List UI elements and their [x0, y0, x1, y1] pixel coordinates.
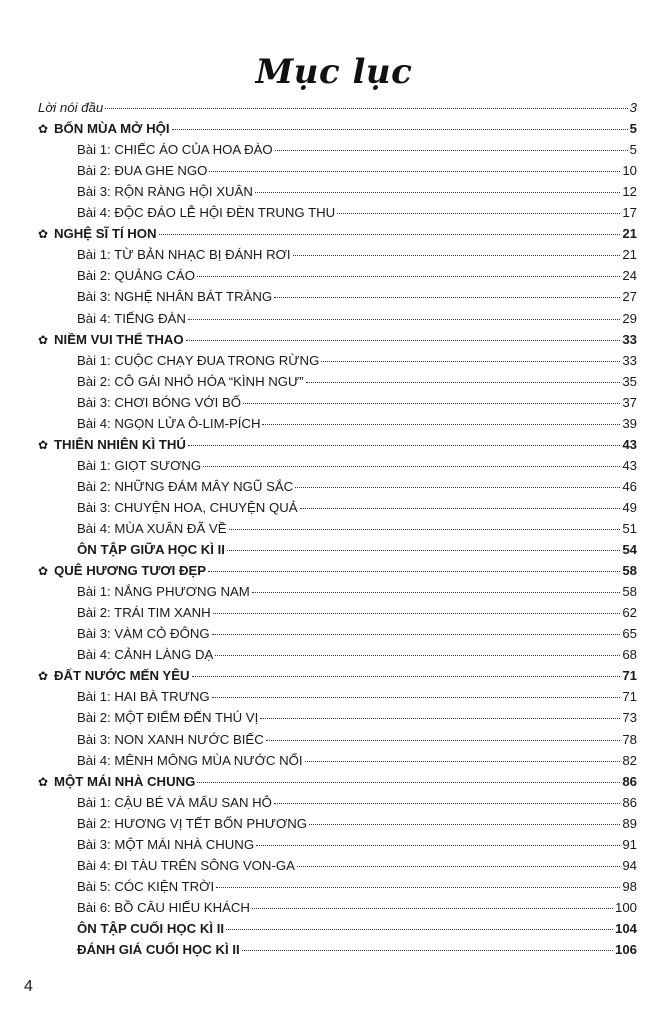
toc-entry-title: Bài 2: NHỮNG ĐÁM MÂY NGŨ SẮC — [77, 478, 294, 494]
toc-lesson-row — [77, 898, 637, 918]
toc-lesson-row — [77, 287, 637, 307]
toc-entry-label — [77, 603, 211, 623]
toc-lesson-row — [77, 751, 637, 771]
toc-entry-label — [77, 856, 295, 876]
toc-entry-title: Bài 1: NẮNG PHƯƠNG NAM — [77, 584, 250, 600]
toc-entry-page: 104 — [614, 920, 637, 936]
toc-lesson-row — [77, 603, 637, 623]
dot-leader — [216, 887, 620, 888]
dot-leader — [226, 929, 613, 930]
toc-lesson-row — [77, 456, 637, 476]
toc-entry-page: 54 — [622, 542, 637, 558]
toc-entry-label — [77, 245, 291, 265]
toc-entry-title: Bài 4: CẢNH LÀNG DẠ — [77, 647, 214, 663]
dot-leader — [305, 761, 621, 762]
dot-leader — [192, 676, 621, 677]
dot-leader — [275, 150, 628, 151]
dot-leader — [203, 466, 620, 467]
toc-entry-label — [54, 224, 157, 244]
dot-leader — [256, 845, 620, 846]
toc-entry-page: 12 — [622, 184, 637, 200]
toc-entry-title: Bài 3: CHUYỆN HOA, CHUYỆN QUẢ — [77, 499, 298, 515]
toc-entry-page: 29 — [622, 310, 637, 326]
toc-lesson-row — [77, 140, 637, 160]
toc-entry-title: Bài 2: QUẢNG CÁO — [77, 268, 195, 284]
toc-entry-title: Bài 3: RỘN RÀNG HỘI XUÂN — [77, 184, 253, 200]
dot-leader — [197, 276, 620, 277]
dot-leader — [227, 550, 620, 551]
toc-entry-page: 43 — [622, 436, 637, 452]
toc-entry-label — [77, 182, 253, 202]
toc-entry-page: 94 — [622, 857, 637, 873]
toc-entry-page: 33 — [622, 352, 637, 368]
dot-leader — [295, 487, 620, 488]
dot-leader — [337, 213, 620, 214]
toc-entry-page: 21 — [622, 226, 637, 242]
toc-entry-page: 5 — [629, 142, 637, 158]
toc-entry-label — [77, 140, 273, 160]
toc-entry-label — [77, 708, 258, 728]
toc-entry-title: Bài 2: CÔ GÁI NHỎ HÓA “KÌNH NGƯ” — [77, 373, 304, 389]
dot-leader — [252, 592, 621, 593]
toc-lesson-row — [77, 856, 637, 876]
dot-leader — [300, 508, 621, 509]
flower-icon: ✿ — [38, 227, 49, 242]
toc-entry-page: 58 — [622, 584, 637, 600]
toc-entry-label — [54, 330, 184, 350]
toc-lesson-row — [77, 730, 637, 750]
dot-leader — [213, 613, 621, 614]
toc-entry-page: 58 — [622, 563, 637, 579]
toc-entry-title: Bài 3: CHƠI BÓNG VỚI BỐ — [77, 394, 242, 410]
toc-lesson-row — [77, 203, 637, 223]
toc-entry-label — [54, 561, 206, 581]
toc-entry-title: QUÊ HƯƠNG TƯƠI ĐẸP — [54, 563, 207, 579]
toc-entry-title: Bài 3: VÀM CỎ ĐÔNG — [77, 626, 210, 642]
flower-icon: ✿ — [38, 332, 49, 347]
toc-entry-title: Bài 1: GIỌT SƯƠNG — [77, 457, 202, 473]
toc-entry-page: 39 — [622, 415, 637, 431]
toc-entry-page: 106 — [614, 942, 637, 957]
toc-entry-title: Bài 1: CẬU BÉ VÀ MẨU SAN HÔ — [77, 794, 272, 810]
toc-entry-page: 78 — [622, 731, 637, 747]
dot-leader — [215, 655, 620, 656]
toc-unit-row — [38, 561, 637, 581]
dot-leader — [260, 718, 620, 719]
dot-leader — [321, 361, 620, 362]
toc-lesson-row — [77, 877, 637, 897]
toc-lesson-row — [77, 393, 637, 413]
toc-entry-page: 33 — [622, 331, 637, 347]
toc-entry-title: Bài 4: TIẾNG ĐÀN — [77, 310, 186, 326]
toc-entry-label — [54, 435, 186, 455]
toc-lesson-row — [77, 519, 637, 539]
toc-entry-label — [77, 351, 319, 371]
toc-entry-page: 68 — [622, 647, 637, 663]
toc-entry-title: NGHỆ SĨ TÍ HON — [54, 226, 157, 242]
dot-leader — [188, 319, 620, 320]
toc-entry-label — [54, 666, 190, 686]
toc-entry-page: 86 — [622, 794, 637, 810]
toc-entry-title: MỘT MÁI NHÀ CHUNG — [54, 773, 196, 789]
toc-entry-label — [77, 687, 210, 707]
toc-entry-title: ĐÁNH GIÁ CUỐI HỌC KÌ II — [77, 942, 240, 957]
toc-entry-title: Bài 3: NGHỆ NHÂN BÁT TRÀNG — [77, 289, 273, 305]
toc-entry-title: ĐẤT NƯỚC MẾN YÊU — [54, 668, 190, 684]
toc-lesson-row — [77, 687, 637, 707]
dot-leader — [255, 192, 620, 193]
toc-entry-label — [77, 498, 298, 518]
toc-lesson-row — [77, 266, 637, 286]
toc-entry-title: Bài 1: CHIẾC ÁO CỦA HOA ĐÀO — [77, 142, 273, 158]
toc-lesson-row — [77, 309, 637, 329]
toc-lesson-row — [77, 645, 637, 665]
toc-entry-page: 5 — [629, 121, 637, 137]
toc-entry-label — [77, 877, 214, 897]
dot-leader — [212, 697, 621, 698]
toc-entry-page: 62 — [622, 605, 637, 621]
toc-entry-label — [77, 940, 240, 960]
toc-entry-page: 35 — [622, 373, 637, 389]
toc-entry-page: 100 — [614, 899, 637, 915]
toc-entry-title: ÔN TẬP CUỐI HỌC KÌ II — [77, 920, 225, 936]
toc-entry-label — [77, 456, 201, 476]
toc-entry-title: ÔN TẬP GIỮA HỌC KÌ II — [77, 542, 225, 558]
toc-entry-label — [77, 730, 264, 750]
toc-lesson-row — [77, 372, 637, 392]
toc-entry-label — [77, 540, 225, 560]
dot-leader — [297, 866, 620, 867]
toc-entry-label — [77, 919, 224, 939]
toc-entry-page: 98 — [622, 878, 637, 894]
flower-icon: ✿ — [38, 564, 49, 579]
flower-icon: ✿ — [38, 437, 49, 452]
toc-entry-title: Bài 4: MÙA XUÂN ĐÃ VỀ — [77, 521, 227, 536]
toc-lesson-row — [77, 477, 637, 497]
toc-entry-title: Bài 4: MÊNH MÔNG MÙA NƯỚC NỔI — [77, 752, 303, 768]
toc-entry-label — [77, 287, 272, 307]
dot-leader — [212, 634, 621, 635]
toc-entry-title: NIỀM VUI THỂ THAO — [54, 331, 184, 347]
flower-icon: ✿ — [38, 669, 49, 684]
toc-lesson-row — [77, 582, 637, 602]
toc-lesson-row — [77, 498, 637, 518]
toc-unit-row — [38, 330, 637, 350]
dot-leader — [229, 529, 621, 530]
toc-entry-label — [77, 477, 293, 497]
toc-lesson-row — [77, 351, 637, 371]
toc-lesson-row — [77, 708, 637, 728]
flower-icon: ✿ — [38, 122, 49, 137]
toc-entry-page: 37 — [622, 394, 637, 410]
toc-entry-page: 46 — [622, 478, 637, 494]
toc-unit-row — [38, 119, 637, 139]
dot-leader — [242, 950, 613, 951]
toc-entry-title: Bài 1: CUỘC CHẠY ĐUA TRONG RỪNG — [77, 352, 320, 368]
dot-leader — [274, 803, 620, 804]
toc-entry-label — [77, 751, 303, 771]
toc-entry-page: 17 — [622, 205, 637, 221]
toc-lesson-row — [77, 245, 637, 265]
toc-entry-label — [77, 519, 227, 539]
dot-leader — [309, 824, 620, 825]
dot-leader — [266, 740, 621, 741]
dot-leader — [172, 129, 628, 130]
toc-lesson-row — [77, 835, 637, 855]
toc-entry-title: Bài 3: NON XANH NƯỚC BIẾC — [77, 731, 264, 747]
toc-entry-page: 71 — [622, 668, 637, 684]
toc-entry-label — [77, 266, 195, 286]
toc-entry-page: 89 — [622, 815, 637, 831]
toc-entry-title: Bài 3: MỘT MÁI NHÀ CHUNG — [77, 836, 255, 852]
dot-leader — [262, 424, 620, 425]
toc-entry-page: 91 — [622, 836, 637, 852]
toc-entry-title: Bài 2: HƯƠNG VỊ TẾT BỐN PHƯƠNG — [77, 815, 308, 831]
toc-review-row — [77, 919, 637, 939]
toc-entry-title: Bài 4: ĐI TÀU TRÊN SÔNG VON-GA — [77, 857, 295, 873]
toc-entry-page: 71 — [622, 689, 637, 705]
toc-unit-row — [38, 772, 637, 792]
dot-leader — [188, 445, 620, 446]
toc-intro-row — [38, 98, 637, 118]
toc-lesson-row — [77, 814, 637, 834]
toc-entry-title: Bài 4: NGỌN LỬA Ô-LIM-PÍCH — [77, 415, 261, 431]
toc-entry-label — [77, 309, 186, 329]
dot-leader — [105, 108, 627, 109]
toc-entry-label — [77, 161, 207, 181]
toc-entry-label — [77, 372, 304, 392]
toc-entry-title: Bài 5: CÓC KIỆN TRỜI — [77, 878, 215, 894]
toc-entry-title: Bài 4: ĐỘC ĐÁO LỄ HỘI ĐÈN TRUNG THU — [77, 205, 336, 221]
toc-lesson-row — [77, 182, 637, 202]
page-number: 4 — [24, 978, 33, 995]
toc-entry-label — [77, 814, 307, 834]
toc-entry-label — [54, 772, 195, 792]
toc-entry-label — [77, 835, 254, 855]
dot-leader — [159, 234, 621, 235]
toc-entry-title: Bài 6: BỒ CÂU HIẾU KHÁCH — [77, 899, 250, 915]
dot-leader — [208, 571, 620, 572]
toc-entry-label — [77, 793, 272, 813]
toc-entry-page: 21 — [622, 247, 637, 263]
flower-icon: ✿ — [38, 774, 49, 789]
toc-lesson-row — [77, 793, 637, 813]
toc-entry-title: Bài 2: MỘT ĐIỂM ĐẾN THÚ VỊ — [77, 710, 259, 726]
toc-entry-page: 49 — [622, 499, 637, 515]
toc-lesson-row — [77, 624, 637, 644]
toc-entry-title: Bài 2: ĐUA GHE NGO — [77, 163, 208, 179]
toc-entry-label — [77, 645, 213, 665]
toc-entry-label — [77, 624, 210, 644]
toc-entry-label — [77, 393, 241, 413]
toc-unit-row — [38, 435, 637, 455]
toc-entry-page: 3 — [629, 100, 637, 115]
toc-entry-page: 10 — [622, 163, 637, 179]
toc-entry-title: THIÊN NHIÊN KÌ THÚ — [54, 436, 186, 452]
toc-entry-page: 43 — [622, 457, 637, 473]
toc-entry-label — [77, 582, 250, 602]
toc-entry-label — [54, 119, 170, 139]
toc-entry-page: 86 — [622, 773, 637, 789]
toc-entry-page: 27 — [622, 289, 637, 305]
toc-entry-title: Bài 1: HAI BÀ TRƯNG — [77, 689, 210, 705]
toc-entry-title: BỐN MÙA MỞ HỘI — [54, 121, 170, 137]
toc-entry-label — [38, 98, 103, 118]
toc-review-row — [77, 540, 637, 560]
dot-leader — [252, 908, 613, 909]
dot-leader — [209, 171, 620, 172]
toc-entry-page: 82 — [622, 752, 637, 768]
toc-lesson-row — [77, 414, 637, 434]
dot-leader — [197, 782, 620, 783]
toc-entry-title: Lời nói đầu — [38, 100, 104, 115]
dot-leader — [186, 340, 621, 341]
dot-leader — [306, 382, 621, 383]
dot-leader — [274, 297, 620, 298]
toc-entry-page: 51 — [622, 521, 637, 536]
toc-entry-label — [77, 414, 260, 434]
page-title: Mục lục — [255, 52, 413, 92]
dot-leader — [243, 403, 620, 404]
toc-unit-row — [38, 224, 637, 244]
toc-lesson-row — [77, 161, 637, 181]
toc-entry-title: Bài 1: TỪ BẢN NHẠC BỊ ĐÁNH RƠI — [77, 247, 291, 263]
toc-review-row — [77, 940, 637, 960]
dot-leader — [293, 255, 621, 256]
toc-entry-label — [77, 898, 250, 918]
toc-entry-page: 24 — [622, 268, 637, 284]
toc-entry-page: 65 — [622, 626, 637, 642]
toc-unit-row — [38, 666, 637, 686]
toc-entry-label — [77, 203, 335, 223]
toc-entry-page: 73 — [622, 710, 637, 726]
toc-entry-title: Bài 2: TRÁI TIM XANH — [77, 605, 211, 621]
